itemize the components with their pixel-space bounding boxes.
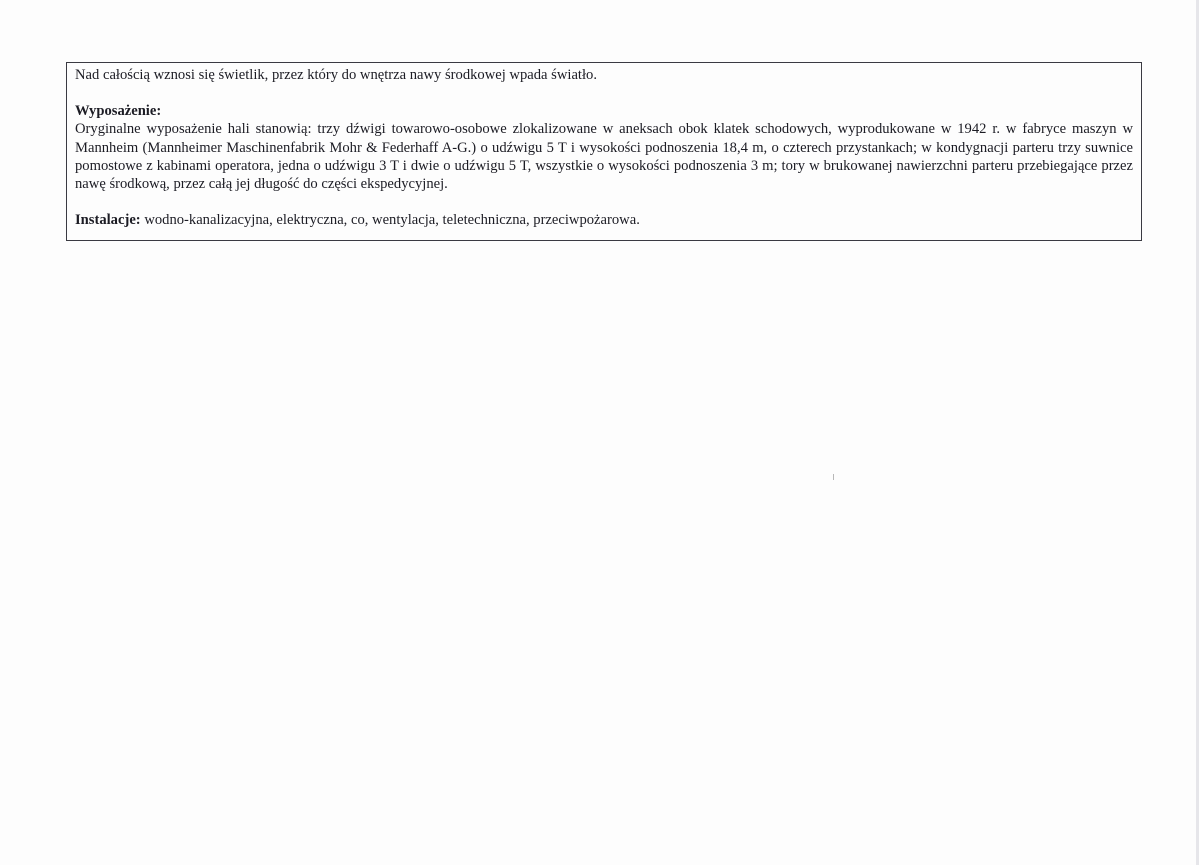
scan-speck [833, 474, 834, 480]
paragraph-spacer [75, 193, 1133, 211]
installations-heading: Instalacje: [75, 212, 141, 229]
paragraph-spacer [75, 84, 1133, 102]
installations-paragraph [75, 211, 1133, 229]
intro-paragraph: Nad całością wznosi się świetlik, przez który do wnętrza nawy środkowej wpada światło. [75, 67, 597, 83]
description-box [66, 62, 1142, 241]
equipment-heading: Wyposażenie: [75, 103, 162, 120]
equipment-paragraph: Oryginalne wyposażenie hali stanowią: trzy dźwigi towarowo-osobowe zlokalizowane w aneksach obok klatek schodowych, wyprodukowane w 1942 r. w fabryce maszyn w Mannheim (Mannheimer Maschinenfabrik Mohr & Federhaff A-G.) o udźwigu 5 T i wysokości podnoszenia 18,4 m, o czterech przystankach; w kondygnacji parteru trzy suwnice pomostowe z kabinami operatora, jedna o udźwigu 3 T i dwie o udźwigu 5 T, wszystkie o wysokości podnoszenia 3 m; tory w brukowanej nawierzchni parteru przebiegające przez nawę środkową, przez całą jej długość do części ekspedycyjnej. [75, 121, 1133, 193]
installations-list: wodno-kanalizacyjna, elektryczna, co, wentylacja, teletechniczna, przeciwpożarowa. [140, 212, 640, 229]
